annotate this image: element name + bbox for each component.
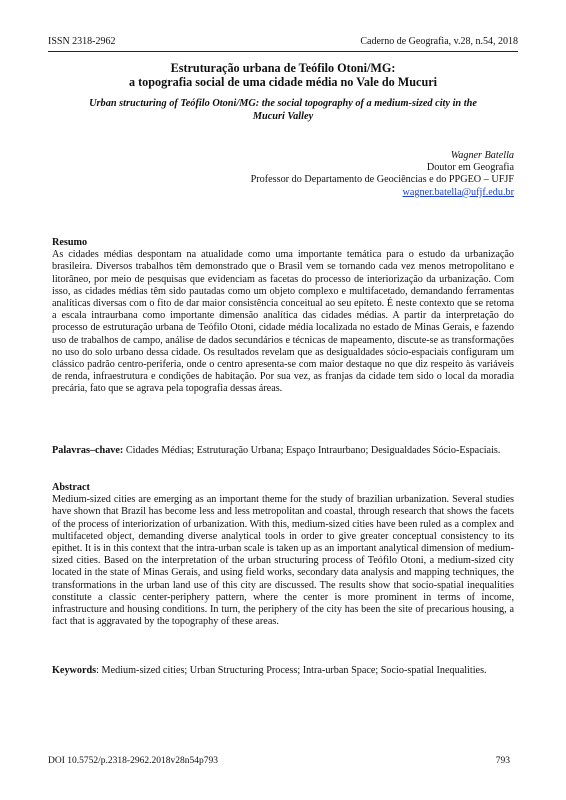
abstract-heading: Abstract <box>52 482 90 493</box>
abstract-text: Medium-sized cities are emerging as an important theme for the study of brazilian urbanization. Several studies have shown that Brazil has become less and less metropolitan and coastal, through research that shows the facets of the process of interiorization of urbanization. With this, medium-sized cities have been ruled as a complex and multifaceted object, demanding diverse analytical tools in order to give greater conceptual consistency to its epithet. It is in this context that the intra-urban scale is taken up as an important analytical dimension of medium-sized cities. Based on the interpretation of the urban structuring process of Teófilo Otoni, a medium-sized city located in the state of Minas Gerais, and using field works, secondary data analysis and mapping techniques, the transformations in the urban land use of this city are discussed. The results show that socio-spatial inequalities constitute a classic center-periphery pattern, where the center is more prominent in terms of income, infrastructure and housing conditions. In turn, the periphery of the city has been the site of precarious housing, a fact that is aggravated by the topography of these areas. <box>52 494 514 628</box>
doi-label: DOI 10.5752/p.2318-2962.2018v28n54p793 <box>48 756 218 766</box>
keywords-label: Keywords <box>52 665 97 676</box>
author-name: Wagner Batella <box>450 150 514 161</box>
palavras-chave-label: Palavras–chave: <box>52 445 124 456</box>
page-number: 793 <box>495 756 510 766</box>
author-degree: Doutor em Geografia <box>426 162 514 174</box>
article-title-line-1: Estruturação urbana de Teófilo Otoni/MG: <box>170 61 396 75</box>
issn-label: ISSN 2318-2962 <box>48 36 116 47</box>
resumo-heading: Resumo <box>52 237 88 248</box>
english-title-line-1: Urban structuring of Teófilo Otoni/MG: the social topography of a medium-sized city in the <box>89 98 477 109</box>
resumo-section <box>52 237 514 396</box>
keywords-section <box>52 665 514 677</box>
palavras-chave-text: Cidades Médias; Estruturação Urbana; Espaço Intraurbano; Desigualdades Sócio-Espaciais. <box>123 445 501 456</box>
journal-citation: Caderno de Geografia, v.28, n.54, 2018 <box>360 36 518 47</box>
author-position: Professor do Departamento de Geociências e do PPGEO – UFJF <box>250 174 514 186</box>
english-title-line-2: Mucuri Valley <box>252 111 314 122</box>
page-header <box>48 36 518 50</box>
article-title <box>48 61 518 89</box>
english-title <box>58 97 508 123</box>
page-footer <box>48 755 510 769</box>
abstract-section <box>52 482 514 628</box>
palavras-chave-section <box>52 445 514 457</box>
author-block <box>251 150 514 199</box>
keywords-text: : Medium-sized cities; Urban Structuring Process; Intra-urban Space; Socio-spatial Inequalities. <box>96 665 487 676</box>
article-title-line-2: a topografia social de uma cidade média no Vale do Mucuri <box>128 75 438 89</box>
author-email-link[interactable]: wagner.batella@ufjf.edu.br <box>402 186 514 198</box>
header-divider <box>48 51 518 52</box>
resumo-text: As cidades médias despontam na atualidade como uma importante temática para o estudo da urbanização brasileira. Diversos trabalhos têm demonstrado que o Brasil vem se tornando cada vez menos metropolitano e litorâneo, por meio de pesquisas que evidenciam as facetas do processo de interiorização da urbanização. Com isso, as cidades médias têm sido pautadas como um objeto complexo e multifacetado, demandando ferramentas analíticas diversas com o fito de dar maior consistência conceitual ao seu epíteto. É neste contexto que se retoma a escala intraurbana como importante dimensão analítica das cidades médias. A partir da interpretação do processo de estruturação urbana de Teófilo Otoni, cidade média localizada no estado de Minas Gerais, e fazendo uso de trabalhos de campo, análise de dados secundários e técnicas de mapeamento, discute-se as transformações no uso do solo urbano dessa cidade. Os resultados revelam que as desigualdades sócio-espaciais configuram um clássico padrão centro-periferia, onde o centro apresenta-se com maior destaque no que diz respeito às variáveis de renda, infraestrutura e condições de habitação. Por sua vez, as franjas da cidade tem sido o local da moradia precária, fato que se agrava pela topografia dessas áreas. <box>52 249 514 395</box>
